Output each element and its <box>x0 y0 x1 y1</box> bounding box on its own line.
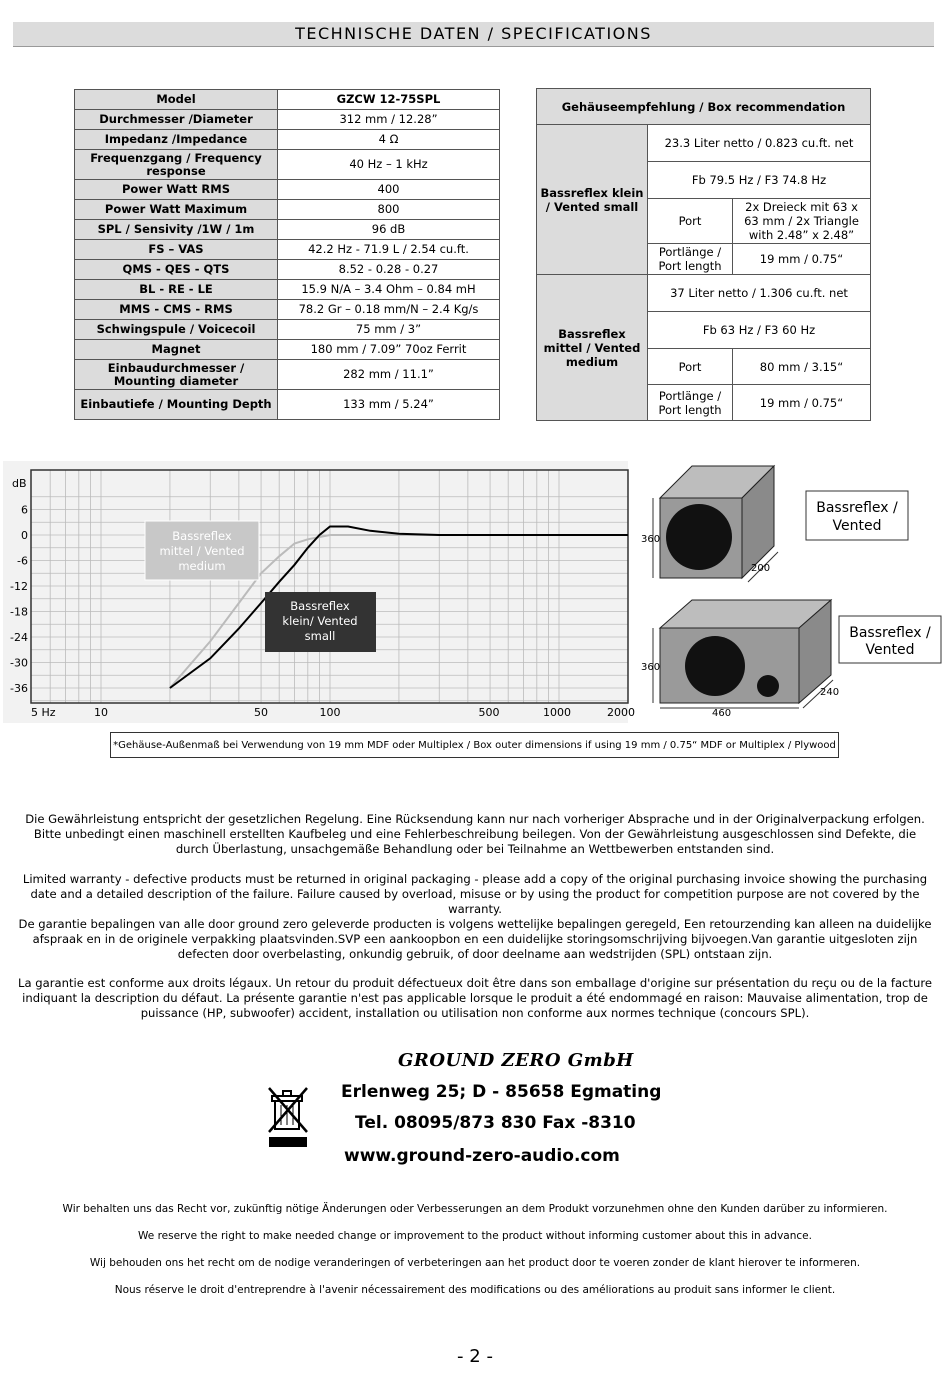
spec-value: 75 mm / 3” <box>278 320 500 340</box>
small-box-label: Bassreflex klein / Vented small <box>537 125 648 275</box>
y-tick-label: -36 <box>10 682 28 695</box>
legend-small-line2: klein/ Vented <box>282 614 358 628</box>
spec-row <box>75 130 500 150</box>
medium-portlen-value: 19 mm / 0.75“ <box>733 385 871 421</box>
spec-table <box>74 89 500 420</box>
spec-row <box>75 360 500 390</box>
spec-label: MMS - CMS - RMS <box>75 300 278 320</box>
box2-caption-line2: Vented <box>865 642 915 658</box>
spec-value: 282 mm / 11.1” <box>278 360 500 390</box>
dimension-note: *Gehäuse-Außenmaß bei Verwendung von 19 mm MDF oder Multiplex / Box outer dimensions if using 19 mm / 0.75“ MDF or Multiplex / Plywood <box>110 732 839 758</box>
disclaimer-nl: Wij behouden ons het recht om de nodige veranderingen of verbeteringen aan het product door te voeren zonder de klant hierover te informeren. <box>89 1257 861 1269</box>
weee-bin-icon <box>266 1085 310 1149</box>
warranty-fr: La garantie est conforme aux droits légaux. Un retour du produit défectueux doit être dans son emballage d'origine sur présentation du reçu ou de la facture indiquant la description du défaut. La présente garantie n'est pas applicable lorsque le produit a été endommagé en raison: Mauvaise alimentation, trop de puissance (HP, subwoofer) accident, installation ou utilisation non conforme aux normes technique (concours SPL). <box>18 976 932 1020</box>
small-volume: 23.3 Liter netto / 0.823 cu.ft. net <box>648 125 871 162</box>
medium-port-value: 80 mm / 3.15“ <box>733 349 871 385</box>
box1-caption-line1: Bassreflex / <box>816 500 898 516</box>
box-diagram-small <box>641 466 778 582</box>
box1-depth-label: 200 <box>751 563 771 574</box>
spec-label: Einbaudurchmesser / Mounting diameter <box>75 360 278 390</box>
company-address: Erlenweg 25; D - 85658 Egmating <box>341 1082 662 1102</box>
spec-value: 8.52 - 0.28 - 0.27 <box>278 260 500 280</box>
spec-row <box>75 280 500 300</box>
x-tick-label: 10 <box>94 706 108 719</box>
spec-row <box>75 260 500 280</box>
spec-value: 78.2 Gr – 0.18 mm/N – 2.4 Kg/s <box>278 300 500 320</box>
legend-small-line1: Bassreflex <box>290 599 350 613</box>
legend-medium-line2: mittel / Vented <box>159 544 245 558</box>
y-tick-label: -12 <box>10 580 28 593</box>
y-tick-label: -18 <box>10 605 28 619</box>
x-tick-label: 100 <box>319 706 341 719</box>
box-header: Gehäuseempfehlung / Box recommendation <box>537 89 871 125</box>
spec-row <box>75 110 500 130</box>
x-tick-label: 50 <box>254 706 268 719</box>
spec-value: 42.2 Hz - 71.9 L / 2.54 cu.ft. <box>278 240 500 260</box>
spec-row <box>75 220 500 240</box>
y-tick-label: -24 <box>10 631 28 644</box>
y-tick-label: -6 <box>17 554 28 568</box>
legend-medium-line3: medium <box>178 559 226 573</box>
spec-row <box>75 200 500 220</box>
spec-row <box>75 320 500 340</box>
y-tick-label: -30 <box>10 656 28 670</box>
y-axis-title: dB <box>12 477 27 490</box>
spec-label: Durchmesser /Diameter <box>75 110 278 130</box>
spec-value: 4 Ω <box>278 130 500 150</box>
warranty-de: Die Gewährleistung entspricht der gesetzlichen Regelung. Eine Rücksendung kann nur nach vorheriger Absprache und in der Originalverpackung erfolgen. Bitte unbedingt einen maschinell erstellten Kaufbeleg und eine Fehlerbeschreibung beilegen. Von der Gewährleistung ausgeschlossen sind Defekte, die durch Überlastung, unsachgemäße Behandlung oder bei Teilnahme an Wettbewerben entstanden sind. <box>25 812 925 856</box>
small-port-value: 2x Dreieck mit 63 x 63 mm / 2x Triangle with 2.48” x 2.48” <box>733 199 871 244</box>
disclaimer-en: We reserve the right to make needed change or improvement to the product without informing customer about this in advance. <box>138 1230 812 1242</box>
legend-medium-line1: Bassreflex <box>172 529 232 543</box>
x-tick-label: 5 Hz <box>31 706 56 719</box>
spec-label: Schwingspule / Voicecoil <box>75 320 278 340</box>
spec-label: Impedanz /Impedance <box>75 130 278 150</box>
spec-value: 312 mm / 12.28” <box>278 110 500 130</box>
small-portlen-label: Portlänge / Port length <box>648 244 733 275</box>
page-number: - 2 - <box>457 1346 493 1367</box>
spec-value: 400 <box>278 180 500 200</box>
box-diagram-medium <box>641 600 839 719</box>
company-phone: Tel. 08095/873 830 Fax -8310 <box>355 1113 636 1133</box>
warranty-nl: De garantie bepalingen van alle door ground zero geleverde producten is volgens wettelijke bepalingen geregeld, Een retourzending kan alleen na duidelijke afspraak en in de originele verpakking plaatsvinden.SVP een aankoopbon en een duidelijke storingsomschrijving bijvoegen.Van garantie uitgesloten zijn defecten door overbelasting, onkundig gebruik, of door deelname aan wedstrijden (SPL) ontstaan zijn. <box>18 917 932 961</box>
medium-tuning: Fb 63 Hz / F3 60 Hz <box>648 312 871 349</box>
small-port-label: Port <box>648 199 733 244</box>
spec-value: 96 dB <box>278 220 500 240</box>
box1-height-label: 360 <box>641 534 661 545</box>
spec-value: 133 mm / 5.24” <box>278 390 500 420</box>
spec-row <box>75 90 500 110</box>
spec-label: QMS - QES - QTS <box>75 260 278 280</box>
spec-row <box>75 150 500 180</box>
medium-port-label: Port <box>648 349 733 385</box>
x-tick-label: 2000 <box>607 706 635 719</box>
box2-width-label: 460 <box>712 708 732 719</box>
spec-row <box>75 340 500 360</box>
box-recommendation-table <box>536 88 871 421</box>
y-tick-label: 0 <box>21 529 28 542</box>
spec-label: Magnet <box>75 340 278 360</box>
spec-label: Model <box>75 90 278 110</box>
small-portlen-value: 19 mm / 0.75“ <box>733 244 871 275</box>
spec-row <box>75 390 500 420</box>
spec-row <box>75 300 500 320</box>
x-tick-label: 1000 <box>543 706 571 719</box>
box2-depth-label: 240 <box>820 687 840 698</box>
spec-row <box>75 240 500 260</box>
disclaimer-de: Wir behalten uns das Recht vor, zukünftig nötige Änderungen oder Verbesserungen an dem Produkt vorzunehmen ohne den Kunden darüber zu informieren. <box>62 1203 888 1215</box>
medium-volume: 37 Liter netto / 1.306 cu.ft. net <box>648 275 871 312</box>
warranty-en: Limited warranty - defective products must be returned in original packaging - please add a copy of the original purchasing invoice showing the purchasing date and a detailed description of the failure. Failure caused by overload, misuse or by using the product for competition purpose are not covered by the warranty. <box>22 872 928 916</box>
small-tuning: Fb 79.5 Hz / F3 74.8 Hz <box>648 162 871 199</box>
legend-small-line3: small <box>304 629 336 643</box>
spec-label: BL - RE - LE <box>75 280 278 300</box>
page-title: TECHNISCHE DATEN / SPECIFICATIONS <box>13 22 934 47</box>
box2-height-label: 360 <box>641 662 661 673</box>
spec-value: GZCW 12-75SPL <box>278 90 500 110</box>
disclaimer-fr: Nous réserve le droit d'entreprendre à l'avenir nécessairement des modifications ou des améliorations au produit sans informer le client. <box>114 1284 836 1296</box>
box1-caption-line2: Vented <box>832 518 882 534</box>
spec-label: SPL / Sensivity /1W / 1m <box>75 220 278 240</box>
spec-value: 800 <box>278 200 500 220</box>
spec-label: Power Watt Maximum <box>75 200 278 220</box>
spec-label: Frequenzgang / Frequency response <box>75 150 278 180</box>
chart-and-box-diagrams <box>0 460 950 730</box>
company-name: GROUND ZERO GmbH <box>398 1050 634 1071</box>
spec-label: FS – VAS <box>75 240 278 260</box>
medium-box-label: Bassreflex mittel / Vented medium <box>537 275 648 421</box>
spec-value: 180 mm / 7.09” 70oz Ferrit <box>278 340 500 360</box>
spec-value: 15.9 N/A – 3.4 Ohm – 0.84 mH <box>278 280 500 300</box>
spec-value: 40 Hz – 1 kHz <box>278 150 500 180</box>
box2-caption-line1: Bassreflex / <box>849 625 931 641</box>
spec-row <box>75 180 500 200</box>
x-tick-label: 500 <box>478 706 500 719</box>
medium-portlen-label: Portlänge / Port length <box>648 385 733 421</box>
spec-label: Power Watt RMS <box>75 180 278 200</box>
company-website[interactable]: www.ground-zero-audio.com <box>344 1146 620 1166</box>
y-tick-label: 6 <box>21 503 28 517</box>
spec-label: Einbautiefe / Mounting Depth <box>75 390 278 420</box>
